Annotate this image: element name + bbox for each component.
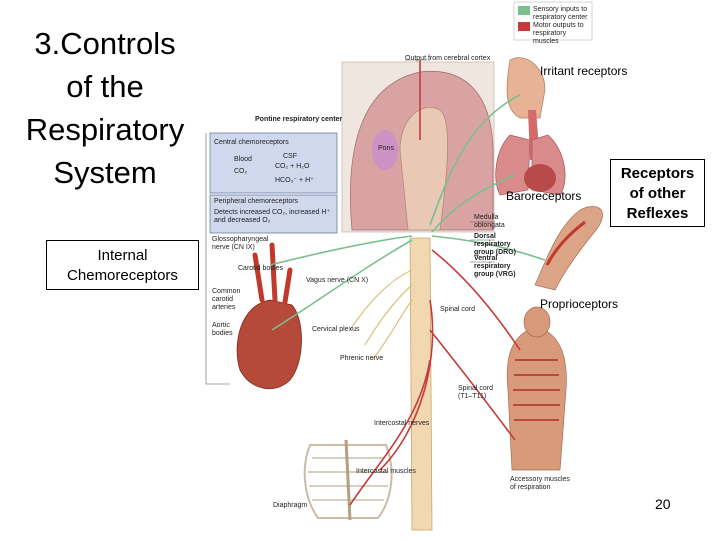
torso-shape <box>507 330 566 470</box>
box-line: Internal <box>97 247 148 264</box>
equation-2: HCO₃⁻ + H⁺ <box>275 177 314 184</box>
pontine-label: Pontine respiratory center <box>255 116 343 123</box>
box-line: Chemoreceptors <box>67 267 178 284</box>
box-line: of other <box>629 185 686 202</box>
box-line: Reflexes <box>626 205 689 222</box>
spinal-cord-label: Spinal cord <box>440 306 476 313</box>
cerebral-cortex-label: Output from cerebral cortex <box>405 55 491 62</box>
vrg-label: Ventral respiratory group (VRG) <box>474 255 516 278</box>
central-chemo-label: Central chemoreceptors <box>214 139 289 146</box>
legend-motor-swatch <box>518 22 530 31</box>
left-lung <box>496 135 530 195</box>
medulla-label: Medulla oblongata <box>474 214 505 229</box>
spinal-cord-column <box>410 238 432 530</box>
detects-label: Detects increased CO₂, increased H⁺ and decreased O₂ <box>214 209 331 224</box>
proprioceptors-label: Proprioceptors <box>540 297 619 311</box>
accessory-muscles-label: Accessory muscles of respiration <box>510 476 570 491</box>
title-line: System <box>53 155 157 190</box>
page-number: 20 <box>655 496 671 512</box>
peripheral-chemo-label: Peripheral chemoreceptors <box>214 198 299 205</box>
co2-label: CO₂ <box>234 168 248 175</box>
title-line: of the <box>66 69 144 104</box>
title-line: 3.Controls <box>34 26 176 61</box>
drg-label: Dorsal respiratory group (DRG) <box>474 233 516 256</box>
csf-label: CSF <box>283 153 297 160</box>
heart-shape <box>237 300 301 389</box>
carotid-arteries <box>255 245 290 302</box>
aortic-bodies-label: Aortic bodies <box>212 322 233 337</box>
cervical-plexus-label: Cervical plexus <box>312 326 360 333</box>
other-reflexes-box <box>610 159 705 227</box>
internal-chemoreceptors-box <box>46 240 199 290</box>
blood-label: Blood <box>234 156 252 163</box>
brainstem-shape <box>400 107 448 230</box>
carotid-bodies-label: Carotid bodies <box>238 265 284 272</box>
pons-label: Pons <box>378 145 394 152</box>
equation-1: CO₂ + H₂O <box>275 163 310 170</box>
intercostal-nerves-label: Intercostal nerves <box>374 420 430 427</box>
sternum <box>346 440 350 520</box>
legend-motor-label: Motor outputs to respiratory muscles <box>533 22 584 45</box>
lungs-heart <box>524 164 556 192</box>
arm-shape <box>535 206 603 290</box>
diaphragm-label: Diaphragm <box>273 502 308 509</box>
glossopharyngeal-label: Glossopharyngeal nerve (CN IX) <box>212 236 269 251</box>
box-line: Receptors <box>620 165 695 182</box>
intercostal-muscles-label: Intercostal muscles <box>356 468 416 475</box>
legend-sensory-label: Sensory inputs to respiratory center <box>533 6 588 21</box>
phrenic-label: Phrenic nerve <box>340 355 384 362</box>
torso-head <box>524 307 550 337</box>
title-line: Respiratory <box>25 112 185 147</box>
legend-sensory-swatch <box>518 6 530 15</box>
baroreceptors-label: Baroreceptors <box>506 189 582 203</box>
spinal-cord-t-label: Spinal cord (T1–T11) <box>458 385 494 400</box>
irritant-receptors-label: Irritant receptors <box>540 64 628 78</box>
common-carotid-label: Common carotid arteries <box>212 288 241 311</box>
vagus-label: Vagus nerve (CN X) <box>306 277 369 284</box>
